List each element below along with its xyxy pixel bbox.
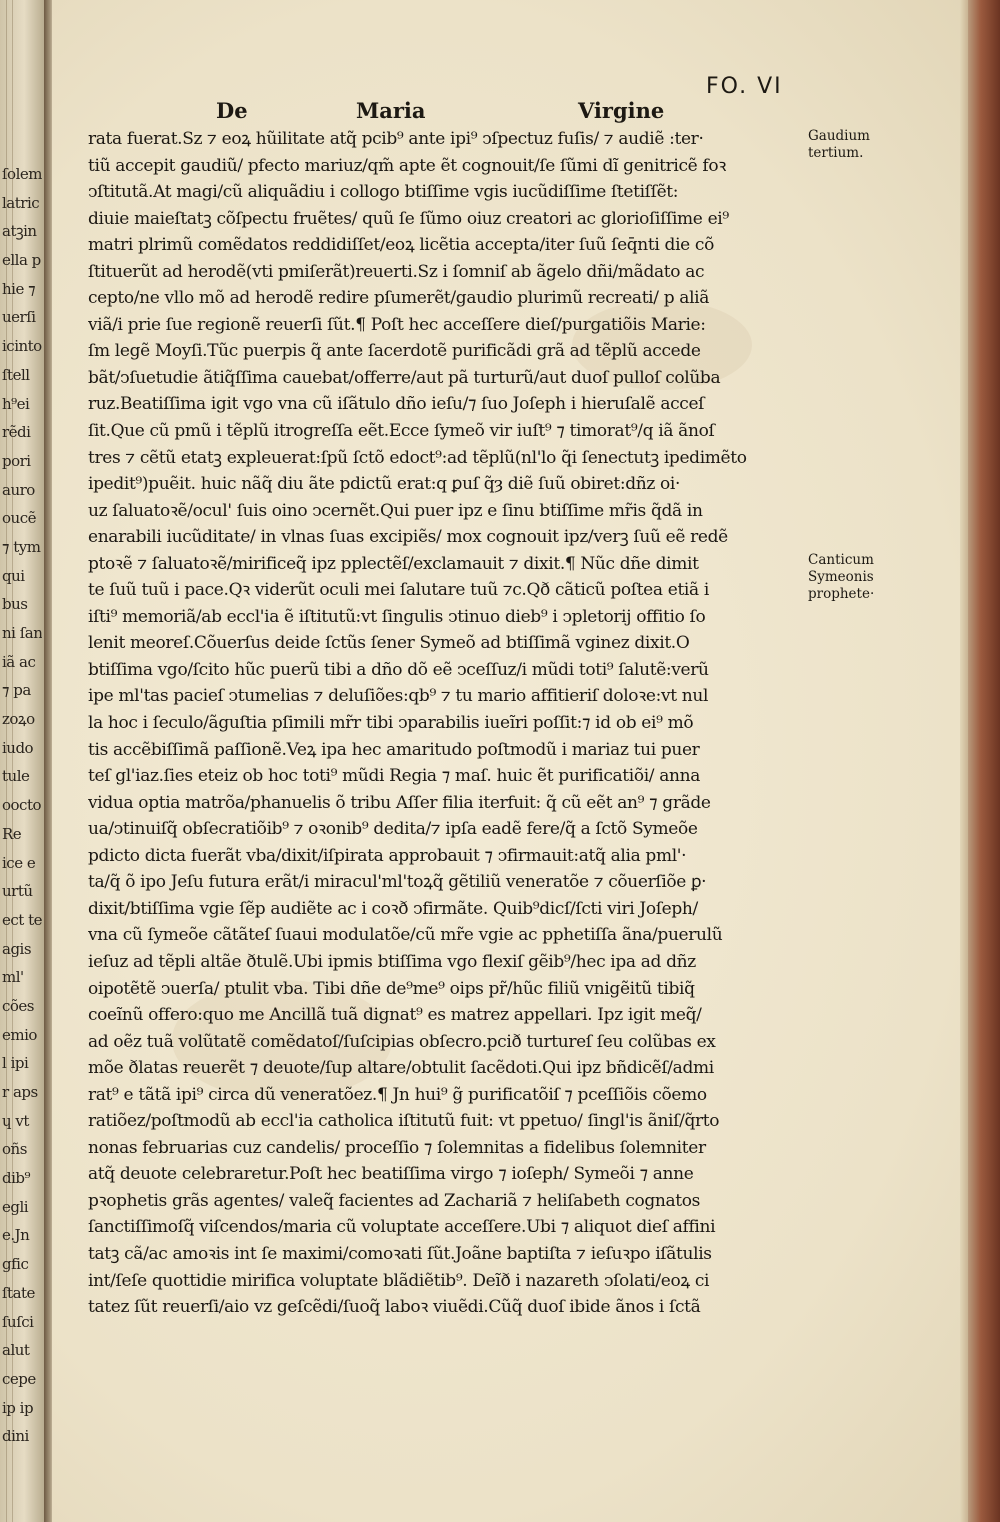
left-page-fragment: ect te	[2, 910, 42, 929]
body-text-line: ſanctiſſimoſq̃ viſcendos/maria cũ voluptate acceſſere.Ubi ⁊ aliquot dieſ affini	[88, 1217, 716, 1238]
body-text-line: tiũ accepit gaudiũ/ pfecto mariuz/qm̃ apte ẽt cognouit/ſe ſũmi dĩ genitricẽ foꝛ	[88, 155, 726, 176]
left-page-fragment: ip ip	[2, 1398, 34, 1417]
left-page-fragment: h⁹ei	[2, 394, 30, 413]
left-page-fragment: ella p	[2, 251, 41, 270]
left-page-fragment: uerſi	[2, 308, 36, 327]
body-text-line: oipotẽtẽ ↄuerſa/ ptulit vba. Tibi dñe de⁹me⁹ oips pr̃/hũc filiũ vnigẽitũ tibiq̃	[88, 978, 695, 999]
body-text-line: nonas februarias cuz candelis/ proceſſio ⁊ ſolemnitas a fidelibus ſolemniter	[88, 1137, 706, 1158]
left-page-fragment: ſtate	[2, 1283, 35, 1302]
left-page-fragment: oocto	[2, 796, 42, 815]
left-page-fragment: icinto	[2, 337, 42, 356]
left-page-fragment: bus	[2, 595, 28, 614]
body-text-line: ieſuz ad tẽpli altãe ðtulẽ.Ubi ipmis btiſſima vgo flexiſ gẽib⁹/hec ipa ad dñz	[88, 951, 696, 972]
left-page-fragment: agis	[2, 939, 32, 958]
left-page-fragment: atꝫin	[2, 222, 37, 241]
marginal-note-canticum	[808, 552, 904, 603]
left-page-fragment: cões	[2, 996, 35, 1015]
left-page-fragment: tule	[2, 767, 30, 786]
body-text-line: ta/q̃ õ ipo Jeſu futura erãt/i miracul'ml'toꝝq̃ gẽtiliũ veneratõe ⁊ cõuerſiõe ꝑ·	[88, 872, 707, 893]
left-page-fragment: rẽdi	[2, 423, 31, 442]
left-page-fragment: latric	[2, 193, 40, 212]
left-page-fragment: ml'	[2, 968, 24, 987]
body-text-line: pdicto dicta fuerãt vba/dixit/iſpirata approbauit ⁊ ↄfirmauit:atq̃ alia pml'·	[88, 845, 687, 866]
left-page-edge	[0, 0, 44, 1522]
running-head-word: Virgine	[578, 98, 665, 123]
body-text-line: te ſuũ tuũ i pace.Qꝛ viderũt oculi mei ſalutare tuũ ⁊c.Qð cãticũ poſtea etiã i	[88, 580, 709, 601]
left-page-fragment: ɥ vt	[2, 1111, 29, 1130]
body-text-line: diuie maieſtatꝫ cõſpectu fruẽtes/ quũ ſe ſũmo oiuz creatori ac glorioſiſſime ei⁹	[88, 208, 729, 229]
body-text-line: dixit/btiſſima vgie ſẽp audiẽte ac i coꝛð ↄfirmãte. Quib⁹dicſ/ſcti viri Joſeph/	[88, 898, 698, 919]
body-text-line: ratiõez/poſtmodũ ab eccl'ia catholica iſtitutũ fuit: vt ppetuo/ ſingl'is ãniſ/q̃rto	[88, 1111, 720, 1132]
running-head-word: Maria	[356, 98, 426, 123]
body-text-line: vna cũ ſymeõe cãtãteſ ſuaui modulatõe/cũ mr̃e vgie ac pphetiſſa ãna/puerulũ	[88, 925, 723, 946]
left-page-fragment: iudo	[2, 738, 34, 757]
body-text-line: ipe ml'tas pacieſ ↄtumelias ⁊ deluſiões:qb⁹ ⁊ tu mario affitieriſ doloꝛe:vt nul	[88, 686, 709, 707]
left-page-text-fragments	[2, 160, 42, 1451]
body-text-line: tatꝫ cã/ac amoꝛis int ſe maximi/comoꝛati ſũt.Joãne baptiſta ⁊ ieſuꝛpo iſãtulis	[88, 1243, 712, 1264]
body-text-line: ſtituerũt ad herodẽ(vti pmiſerãt)reuerti.Sz i ſomniſ ab ãgelo dñi/mãdato ac	[88, 261, 705, 282]
body-text-line: atq̃ deuote celebraretur.Poſt hec beatiſſima virgo ⁊ ioſeph/ Symeõi ⁊ anne	[88, 1164, 694, 1185]
body-text-line: uz ſaluatoꝛẽ/ocul' ſuis oino ↄcernẽt.Qui puer ipz e ſinu btiſſime mr̃is q̃dã in	[88, 500, 703, 521]
left-page-fragment: ⁊ tym	[2, 537, 41, 556]
body-text-line: rata fuerat.Sz ⁊ eoꝝ hũilitate atq̃ pcib⁹ ante ipi⁹ ↄſpectuz fuſis/ ⁊ audiẽ :ter·	[88, 129, 704, 149]
body-text-line: la hoc i ſeculo/ãguſtia pſimili mr̃r tibi ↄparabilis iueĩri poſſit:⁊ id ob ei⁹ mõ	[88, 713, 694, 734]
page-edge-inner	[960, 0, 968, 1522]
left-page-fragment: Re	[2, 824, 22, 843]
left-page-fragment: dini	[2, 1427, 29, 1446]
left-page-fragment: oucẽ	[2, 509, 36, 528]
body-text-line: btiſſima vgo/ſcito hũc puerũ tibi a dño dõ eẽ ↄceſſuz/i mũdi toti⁹ ſalutẽ:verũ	[88, 659, 709, 680]
left-page-fragment: ſuſci	[2, 1312, 34, 1331]
left-page-fragment: l ipi	[2, 1054, 29, 1073]
body-text-line: coeĩnũ offero:quo me Ancillã tuã dignat⁹ es matrez appellari. Ipz igit meq̃/	[88, 1005, 702, 1026]
body-text-line: enarabili iucũditate/ in vlnas ſuas excipiẽs/ mox cognouit ipz/verꝫ ſuũ eẽ redẽ	[88, 527, 728, 548]
folio-number: FO. VI	[706, 74, 783, 99]
body-text-line: ua/ↄtinuiſq̃ obſecratiõib⁹ ⁊ oꝛonib⁹ dedita/⁊ ipſa eadẽ fere/q̃ a ſctõ Symeõe	[88, 819, 698, 840]
body-text-line: tatez ſũt reuerſi/aio vz geſcẽdi/ſuoq̃ laboꝛ viuẽdi.Cũq̃ duoſ ibide ãnos i ſctã	[88, 1297, 701, 1318]
marginal-note-line: tertium.	[808, 145, 864, 161]
left-page-fragment: hie ⁊	[2, 279, 36, 298]
left-page-fragment: auro	[2, 480, 35, 499]
body-text-line: viã/i prie ſue regionẽ reuerſi ſũt.¶ Poſt hec acceſſere dieſ/purgatiõis Marie:	[88, 314, 706, 335]
body-text-line: vidua optia matrõa/phanuelis õ tribu Aſſer filia iterfuit: q̃ cũ eẽt an⁹ ⁊ grãde	[88, 792, 711, 813]
body-text-line: lenit meoreſ.Cõuerſus deide ſctũs ſener Symeõ ad btiſſimã vginez dixit.O	[88, 633, 690, 654]
left-page-fragment: ice e	[2, 853, 36, 872]
left-page-fragment: r aps	[2, 1083, 38, 1101]
running-head-word: De	[216, 98, 248, 123]
body-text-line: tis accẽbiſſimã paſſionẽ.Veꝝ ipa hec amaritudo poſtmodũ i mariaz tui puer	[88, 739, 700, 760]
left-page-fragment: e.Jn	[2, 1226, 30, 1245]
marginal-note-line: Canticum	[808, 552, 874, 568]
left-page-fragment: urtũ	[2, 882, 33, 901]
marginal-note-line: prophete·	[808, 586, 875, 602]
left-page-fragment: alut	[2, 1341, 30, 1360]
left-page-fragment: ſtell	[2, 365, 30, 384]
left-page-fragment: pori	[2, 451, 31, 470]
left-page-fragment: oñs	[2, 1140, 27, 1159]
left-page-fragment: zoꝝo	[2, 710, 35, 729]
body-text-line: tres ⁊ cẽtũ etatꝫ expleuerat:ſpũ ſctõ edoct⁹:ad tẽplũ(nl'lo q̃i ſenectutꝫ ipedimẽto	[88, 447, 747, 468]
body-text-line: ſm legẽ Moyſi.Tũc puerpis q̃ ante ſacerdotẽ purificãdi grã ad tẽplũ accede	[88, 341, 701, 362]
body-text-line: rat⁹ e tãtã ipi⁹ circa dũ veneratõez.¶ Jn hui⁹ g̃ purificatõiſ ⁊ pceſſiõis cõemo	[88, 1084, 707, 1105]
body-text-line: mõe ðlatas reuerẽt ⁊ deuote/ſup altare/obtulit ſacẽdoti.Qui ipz bñdicẽſ/admi	[88, 1058, 714, 1079]
left-page-fragment: qui	[2, 566, 25, 585]
left-page-fragment: cepe	[2, 1369, 36, 1388]
body-text-line: ipedit⁹)puẽit. huic nãq̃ diu ãte pdictũ erat:q ꝑuſ q̃ȝ diẽ ſuũ obiret:dñz oi·	[88, 474, 681, 495]
left-page-fragment: ni ſan	[2, 624, 42, 642]
red-page-edges	[968, 0, 1000, 1522]
body-text-line: ad oẽz tuã volũtatẽ comẽdatoſ/ſuſcipias obſecro.pcið turtureſ ſeu colũbas ex	[88, 1031, 716, 1052]
body-text-line: bãt/ↄſuetudie ãtiq̃ſſima cauebat/offerre/aut pã turturũ/aut duoſ pulloſ colũba	[88, 367, 721, 388]
body-text-line: teſ gl'iaz.ſies eteiz ob hoc toti⁹ mũdi Regia ⁊ maſ. huic ẽt purificatiõi/ anna	[88, 766, 701, 787]
left-page-fragment: dib⁹	[2, 1169, 31, 1188]
body-text-line: ptoꝛẽ ⁊ ſaluatoꝛẽ/mirificeq̃ ipz pplectẽſ/exclamauit ⁊ dixit.¶ Nũc dñe dimit	[88, 553, 699, 574]
body-text-column	[88, 126, 800, 1321]
left-page-fragment: ſolem	[2, 165, 42, 183]
body-text-line: ruz.Beatiſſima igit vgo vna cũ iſãtulo dño ieſu/⁊ ſuo Joſeph i hieruſalẽ acceſ	[88, 394, 705, 415]
marginal-note-line: Gaudium	[808, 128, 870, 144]
body-text-line: iſti⁹ memoriã/ab eccl'ia ẽ iſtitutũ:vt ſingulis ↄtinuo dieb⁹ i ↄpletorij offitio ſo	[88, 606, 706, 627]
left-page-fragment: ⁊ pa	[2, 681, 31, 700]
left-page-fragment: gfic	[2, 1255, 29, 1274]
left-page-fragment: egli	[2, 1197, 29, 1216]
body-text-line: ſit.Que cũ pmũ i tẽplũ itrogreſſa eẽt.Ecce ſymeõ vir iuſt⁹ ⁊ timorat⁹/q iã ãnoſ	[88, 421, 715, 442]
left-page-fragment: emio	[2, 1025, 37, 1044]
left-page-fragment: iã ac	[2, 652, 36, 671]
marginal-note-line: Symeonis	[808, 569, 874, 585]
body-text-line: ↄſtitutã.At magi/cũ aliquãdiu i collogo btiſſime vgis iucũdiſſime ſtetiſſẽt:	[88, 182, 679, 203]
body-text-line: pꝛophetis grãs agentes/ valeq̃ facientes ad Zachariã ⁊ heliſabeth cognatos	[88, 1190, 701, 1211]
marginal-note-gaudium	[808, 128, 904, 162]
body-text-line: int/ſeſe quottidie mirifica voluptate blãdiẽtib⁹. Deĩð i nazareth ↄſolati/eoꝝ ci	[88, 1270, 710, 1291]
body-text-line: matri plrimũ comẽdatos reddidiſſet/eoꝝ licẽtia accepta/iter ſuũ ſeq̄nti die cõ	[88, 235, 714, 256]
body-text-line: cepto/ne vllo mõ ad herodẽ redire pſumerẽt/gaudio plurimũ recreati/ p aliã	[88, 288, 710, 309]
